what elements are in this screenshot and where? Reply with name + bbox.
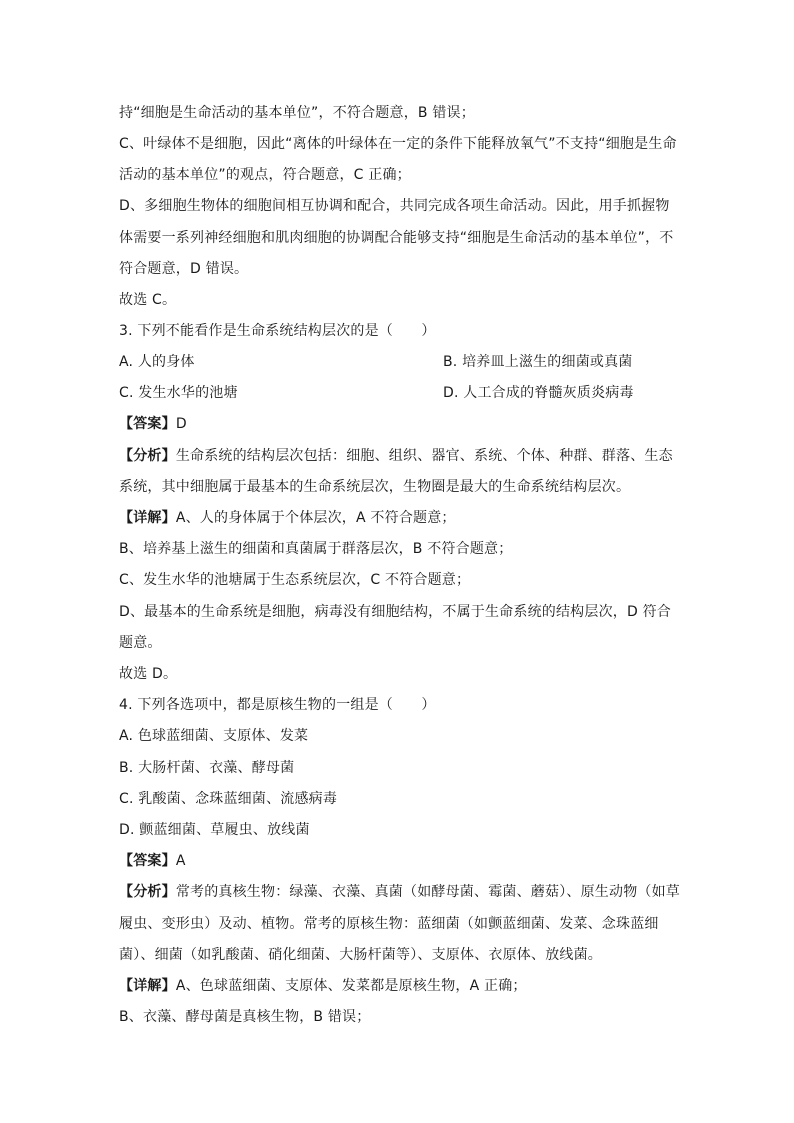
text-line: 活动的基本单位”的观点，符合题意，C 正确； xyxy=(119,167,411,183)
text-line: 持“细胞是生命活动的基本单位”，不符合题意，B 错误； xyxy=(119,105,475,121)
text-line: 符合题意，D 错误。 xyxy=(119,261,249,277)
text-line: D、最基本的生命系统是细胞，病毒没有细胞结构，不属于生命系统的结构层次，D 符合 xyxy=(119,604,672,620)
answer-value: D xyxy=(175,416,187,432)
q4-answer xyxy=(119,851,186,871)
q4-analysis xyxy=(119,882,680,902)
answer-value: A xyxy=(175,853,186,869)
text-line: 履虫、变形虫）及动、植物。常考的原核生物：蓝细菌（如颤蓝细菌、发菜、念珠蓝细 xyxy=(119,916,659,932)
q3-option-b: B. 培养皿上滋生的细菌或真菌 xyxy=(443,354,633,370)
conclusion-text: 故选 D。 xyxy=(119,666,178,682)
question-4-stem: 4. 下列各选项中，都是原核生物的一组是（ ） xyxy=(119,697,436,713)
text-line: 题意。 xyxy=(119,635,162,651)
conclusion-text: 故选 C。 xyxy=(119,292,177,308)
analysis-tag: 【分析】 xyxy=(119,448,176,464)
q3-answer xyxy=(119,414,187,434)
text-line: B、培养基上滋生的细菌和真菌属于群落层次，B 不符合题意； xyxy=(119,541,513,557)
text-line: 系统，其中细胞属于最基本的生命系统层次，生物圈是最大的生命系统结构层次。 xyxy=(119,479,631,495)
q3-detail xyxy=(119,508,456,528)
question-3-stem: 3. 下列不能看作是生命系统结构层次的是（ ） xyxy=(119,323,436,339)
analysis-tag: 【分析】 xyxy=(119,884,176,900)
detail-tag: 【详解】 xyxy=(119,978,176,994)
q4-detail xyxy=(119,976,527,996)
q3-option-a: A. 人的身体 xyxy=(119,354,195,370)
analysis-text: 生命系统的结构层次包括：细胞、组织、器官、系统、个体、种群、群落、生态 xyxy=(175,448,673,464)
answer-tag: 【答案】 xyxy=(119,416,176,432)
q4-option-c: C. 乳酸菌、念珠蓝细菌、流感病毒 xyxy=(119,791,338,807)
text-line: B、衣藻、酵母菌是真核生物，B 错误； xyxy=(119,1009,371,1025)
text-line: C、发生水华的池塘属于生态系统层次，C 不符合题意； xyxy=(119,572,471,588)
q3-option-c: C. 发生水华的池塘 xyxy=(119,385,238,401)
analysis-text: 常考的真核生物：绿藻、衣藻、真菌（如酵母菌、霉菌、蘑菇）、原生动物（如草 xyxy=(175,884,681,900)
answer-tag: 【答案】 xyxy=(119,853,176,869)
text-line: D、多细胞生物体的细胞间相互协调和配合，共同完成各项生命活动。因此，用手抓握物 xyxy=(119,198,670,214)
q3-option-d: D. 人工合成的脊髓灰质炎病毒 xyxy=(443,385,634,401)
detail-text: A、人的身体属于个体层次，A 不符合题意； xyxy=(175,510,456,526)
detail-text: A、色球蓝细菌、支原体、发菜都是原核生物，A 正确； xyxy=(175,978,527,994)
text-line: C、叶绿体不是细胞，因此“离体的叶绿体在一定的条件下能释放氧气”不支持“细胞是生命 xyxy=(119,136,677,152)
q4-option-b: B. 大肠杆菌、衣藻、酵母菌 xyxy=(119,760,295,776)
q3-analysis xyxy=(119,446,673,466)
q4-option-d: D. 颤蓝细菌、草履虫、放线菌 xyxy=(119,822,310,838)
detail-tag: 【详解】 xyxy=(119,510,176,526)
q4-option-a: A. 色球蓝细菌、支原体、发菜 xyxy=(119,728,309,744)
text-line: 菌）、细菌（如乳酸菌、硝化细菌、大肠杆菌等）、支原体、衣原体、放线菌。 xyxy=(119,947,602,963)
text-line: 体需要一系列神经细胞和肌肉细胞的协调配合能够支持“细胞是生命活动的基本单位”，不 xyxy=(119,230,674,246)
